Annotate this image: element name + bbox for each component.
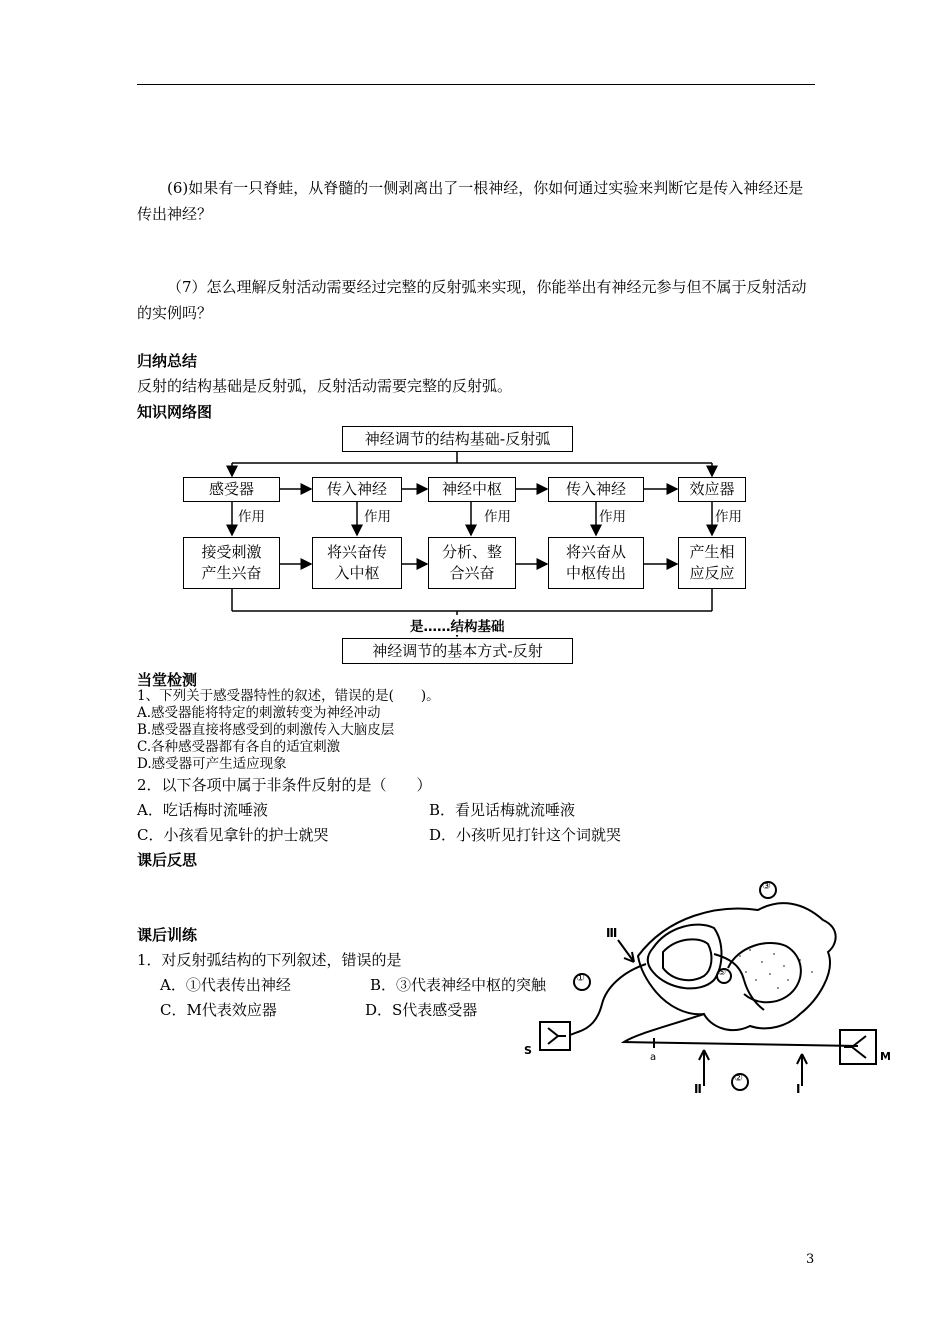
function-box-efferent: 将兴奋从 中枢传出 (548, 537, 644, 589)
effector-box: 效应器 (678, 477, 746, 502)
page-number: 3 (806, 1252, 815, 1267)
efferent-nerve-box: 传入神经 (548, 477, 644, 502)
summary-text: 反射的结构基础是反射弧，反射活动需要完整的反射弧。 (137, 377, 513, 395)
summary-heading: 归纳总结 (137, 352, 198, 370)
training-heading: 课后训练 (137, 926, 198, 944)
figure-label: S (524, 1044, 532, 1057)
relation-label: 是……结构基础 (408, 615, 507, 635)
training-q1-option: A．①代表传出神经 (160, 976, 291, 994)
figure-label: ② (734, 1073, 743, 1084)
action-label: 作用 (364, 509, 391, 525)
in-class-q1-option: C.各种感受器都有各自的适宜刺激 (137, 739, 341, 755)
afferent-nerve-box: 传入神经 (312, 477, 402, 502)
figure-label: ⑤ (718, 968, 727, 978)
in-class-heading: 当堂检测 (137, 671, 198, 689)
figure-label: ① (576, 973, 585, 984)
function-box-effector: 产生相 应反应 (678, 537, 746, 589)
reflection-heading: 课后反思 (137, 851, 198, 869)
reflex-box: 神经调节的基本方式-反射 (342, 638, 573, 664)
figure-label: a (650, 1052, 657, 1063)
question-7: （7）怎么理解反射活动需要经过完整的反射弧来实现，你能举出有神经元参与但不属于反射活动的实例吗？ (137, 278, 807, 322)
training-q1-stem: 1．对反射弧结构的下列叙述，错误的是 (137, 951, 402, 969)
function-box-center: 分析、整 合兴奋 (428, 537, 516, 589)
question-6: (6)如果有一只脊蛙，从脊髓的一侧剥离出了一根神经，你如何通过实验来判断它是传入神经还是传出神经？ (137, 179, 804, 223)
training-q1-option: B．③代表神经中枢的突触 (370, 976, 547, 994)
action-label: 作用 (238, 509, 265, 525)
figure-label: Ⅲ (606, 926, 618, 940)
reflex-arc-figure (518, 876, 898, 1098)
action-label: 作用 (715, 509, 742, 525)
network-heading: 知识网络图 (137, 403, 213, 421)
in-class-q2-stem: 2．以下各项中属于非条件反射的是（ ） (137, 776, 432, 794)
in-class-q2-option: C．小孩看见拿针的护士就哭 (137, 826, 329, 844)
in-class-q2-option: B．看见话梅就流唾液 (429, 801, 576, 819)
function-box-afferent: 将兴奋传 入中枢 (312, 537, 402, 589)
action-label: 作用 (599, 509, 626, 525)
nerve-center-box: 神经中枢 (428, 477, 516, 502)
in-class-q2-option: D．小孩听见打针这个词就哭 (429, 826, 622, 844)
in-class-q1-option: B.感受器直接将感受到的刺激传入大脑皮层 (137, 722, 395, 738)
figure-label: M (880, 1050, 891, 1063)
training-q1-option: C．M代表效应器 (160, 1001, 277, 1019)
in-class-q1-stem: 1、下列关于感受器特性的叙述，错误的是( )。 (137, 688, 440, 704)
reflex-arc-drawing (518, 876, 898, 1098)
training-q1-option: D．S代表感受器 (365, 1001, 478, 1019)
figure-label: ③ (762, 881, 771, 892)
figure-label: Ⅱ (694, 1082, 702, 1096)
in-class-q2-option: A．吃话梅时流唾液 (137, 801, 268, 819)
in-class-q1-option: D.感受器可产生适应现象 (137, 756, 287, 772)
function-box-receptor: 接受刺激 产生兴奋 (183, 537, 280, 589)
figure-label: Ⅰ (796, 1082, 801, 1096)
receptor-box: 感受器 (183, 477, 280, 502)
action-label: 作用 (484, 509, 511, 525)
reflex-arc-box: 神经调节的结构基础-反射弧 (342, 426, 573, 452)
in-class-q1-option: A.感受器能将特定的刺激转变为神经冲动 (137, 705, 381, 721)
